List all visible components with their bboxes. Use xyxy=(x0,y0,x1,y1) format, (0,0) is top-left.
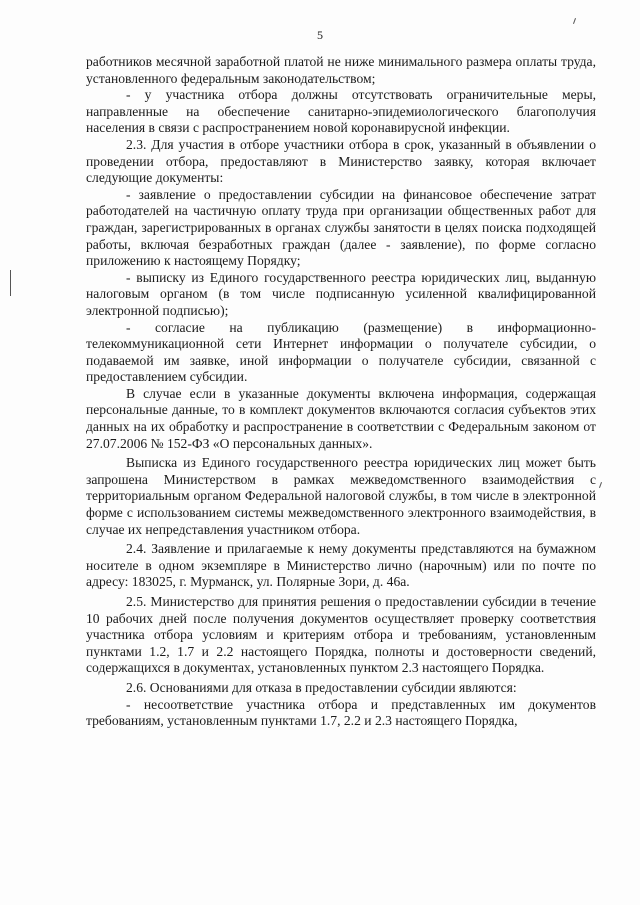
paragraph-section-2-3: 2.3. Для участия в отборе участники отбора в срок, указанный в объявлении о проведении отбора, предоставляют в Министерство заявку, которая включает следующие документы: xyxy=(86,136,596,186)
scan-mark xyxy=(599,482,602,488)
paragraph-consent-item: - согласие на публикацию (размещение) в информационно-телекоммуникационной сети Интернет информации о получателе субсидии, о подаваемой им заявке, иной информации о получателе субсидии, связанной с предоставлением субсидии. xyxy=(86,319,596,385)
paragraph-registry-extract-item: - выписку из Единого государственного реестра юридических лиц, выданную налоговым органом (в том числе подписанную усиленной квалифицированной электронной подписью); xyxy=(86,269,596,318)
paragraph-application-item: - заявление о предоставлении субсидии на финансовое обеспечение затрат работодателей на частичную оплату труда при организации общественных работ для граждан, зарегистрированных в органах службы занятости в целях поиска подходящей работы, включая безработных граждан (далее - заявление), по форме согласно приложению к настоящему Порядку; xyxy=(86,186,596,269)
paragraph-personal-data: В случае если в указанные документы включена информация, содержащая персональные данные, то в комплект документов включаются согласия субъектов этих данных на их обработку и распространение в соответствии с Федеральным законом от 27.07.2006 № 152-ФЗ «О персональных данных». xyxy=(86,385,596,451)
scan-mark xyxy=(10,270,11,296)
paragraph-section-2-6: 2.6. Основаниями для отказа в предоставлении субсидии являются: xyxy=(126,679,517,695)
page-number: 5 xyxy=(317,28,323,42)
paragraph-section-2-4: 2.4. Заявление и прилагаемые к нему документы представляются на бумажном носителе в одном экземпляре в Министерство лично (нарочным) или по почте по адресу: 183025, г. Мурманск, ул. Полярные Зори, д. 46а. xyxy=(86,541,596,590)
paragraph-refusal-item: - несоответствие участника отбора и представленных им документов требованиям, установленным пунктами 1.7, 2.2 и 2.3 настоящего Порядка, xyxy=(86,696,596,729)
paragraph-continuation: работников месячной заработной платой не ниже минимального размера оплаты труда, установленного федеральным законодательством; xyxy=(86,54,596,86)
document-body xyxy=(86,54,596,730)
paragraph-registry-request: Выписка из Единого государственного реестра юридических лиц может быть запрошена Министерством в рамках межведомственного взаимодействия с территориальным органом Федеральной налоговой службы, в том числе в электронной форме с использованием системы межведомственного электронного взаимодействия, в случае их непредставления участником отбора. xyxy=(86,455,596,537)
paragraph-restrictions-item: - у участника отбора должны отсутствовать ограничительные меры, направленные на обеспечение санитарно-эпидемиологического благополучия населения в связи с распространением новой коронавирусной инфекции. xyxy=(86,87,596,136)
paragraph-section-2-5: 2.5. Министерство для принятия решения о предоставлении субсидии в течение 10 рабочих дней после получения документов осуществляет проверку соответствия участника отбора условиям и критериям отбора и требованиям, установленным пунктами 1.2, 1.7 и 2.2 настоящего Порядка, полноты и достоверности сведений, содержащихся в документах, установленных пунктом 2.3 настоящего Порядка. xyxy=(86,594,596,676)
scan-mark xyxy=(573,18,576,24)
